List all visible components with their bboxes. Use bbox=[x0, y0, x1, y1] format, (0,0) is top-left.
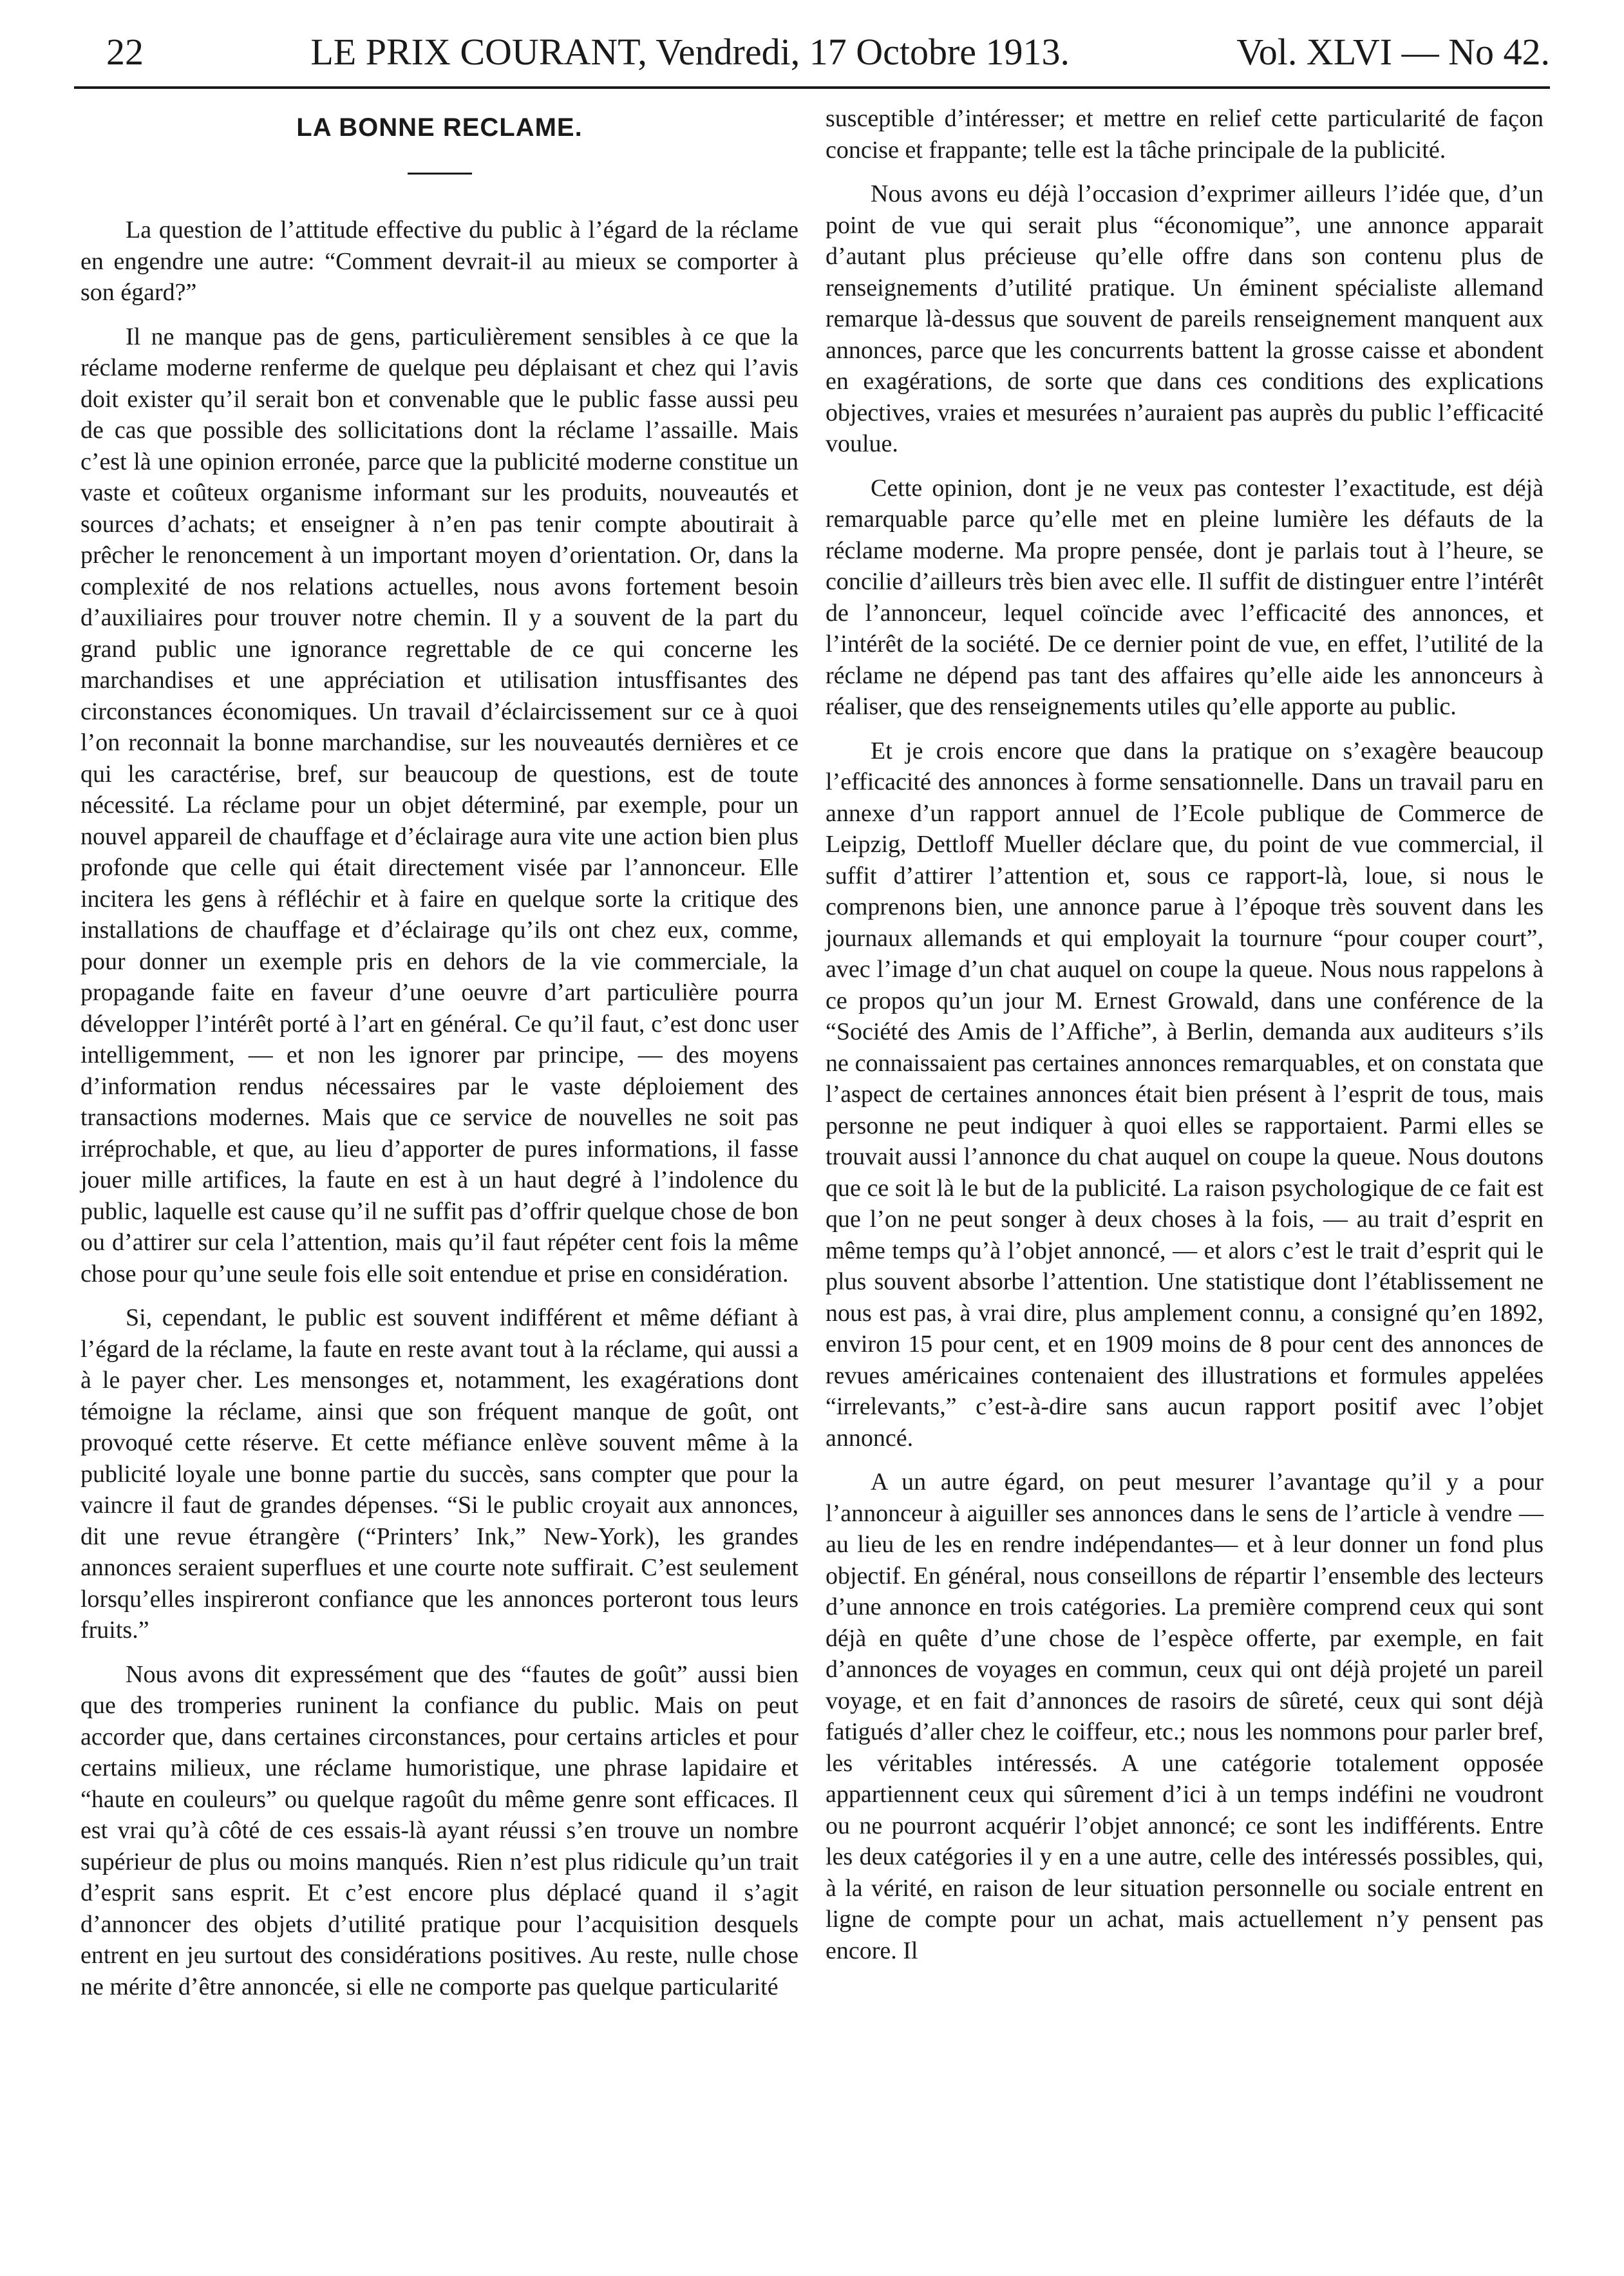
paragraph: La question de l’attitude effective du public à l’égard de la réclame en engendre une autre: “Comment devrait-il au mieux se comporter à son égard?” bbox=[80, 216, 798, 306]
paragraph: Nous avons eu déjà l’occasion d’exprimer ailleurs l’idée que, d’un point de vue qui serait plus “économique”, une annonce apparait d’autant plus précieuse qu’elle offre dans son contenu plus de renseignements d’utilité pratique. Un éminent spécialiste allemand remarque là-dessus que souvent de pareils renseignement manquent aux annonces, parce que les concurrents battent la grosse caisse et abondent en exagérations, de sorte que dans ces conditions des explications objectives, vraies et mesurées n’auraient pas auprès du public l’efficacité voulue. bbox=[826, 180, 1544, 457]
publication-title: LE PRIX COURANT, Vendredi, 17 Octobre 1913. bbox=[310, 31, 1070, 73]
paragraph: Si, cependant, le public est souvent indifférent et même défiant à l’égard de la réclame, la faute en reste avant tout à la réclame, qui aussi a à le payer cher. Les mensonges et, notamment, les exagérations dont témoigne la réclame, ainsi que son fréquent manque de goût, ont provoqué cette réserve. Et cette méfiance enlève souvent même à la publicité loyale une bonne partie du succès, sans compter que pour la vaincre il faut de grandes dépenses. “Si le public croyait aux annonces, dit une revue étrangère (“Printers’ Ink,” New-York), les grandes annonces seraient superflues et une courte note suffirait. C’est seulement lorsqu’elles inspireront confiance que les annonces porteront tous leurs fruits.” bbox=[80, 1304, 798, 1644]
article-title: LA BONNE RECLAME. bbox=[296, 113, 583, 142]
header-rule bbox=[74, 86, 1550, 89]
volume-number: Vol. XLVI — No 42. bbox=[1236, 31, 1550, 73]
article-columns bbox=[74, 103, 1550, 2015]
page-number: 22 bbox=[106, 31, 144, 73]
page-header bbox=[74, 26, 1550, 79]
paragraph: Nous avons dit expressément que des “fautes de goût” aussi bien que des tromperies runinent la confiance du public. Mais on peut accorder que, dans certaines circonstances, pour certains articles et pour certains milieux, une réclame humoristique, une phrase lapidaire et “haute en couleurs” ou quelque ragoût du même genre sont efficaces. Il est vrai qu’à côté de ces essais-là ayant réussi s’en trouve un nombre supérieur de plus ou moins manqués. Rien n’est plus ridicule qu’un trait d’esprit sans esprit. Et c’est encore plus déplacé quand il s’agit d’annoncer des objets d’utilité pratique pour l’acquisition desquels entrent en jeu surtout des considérations positives. Au reste, nulle chose ne mérite d’être annoncée, si elle ne comporte pas quelque particularité bbox=[80, 1660, 798, 2000]
left-column bbox=[74, 103, 798, 2015]
paragraph: Il ne manque pas de gens, particulièrement sensibles à ce que la réclame moderne renferme de quelque peu déplaisant et chez qui l’avis doit exister qu’il serait bon et convenable que le public fasse aussi peu de cas que possible des sollicitations dont la réclame l’assaille. Mais c’est là une opinion erronée, parce que la publicité moderne constitue un vaste et coûteux organisme informant sur les produits, nouveautés et sources d’achats; et enseigner à n’en pas tenir compte aboutirait à prêcher le renoncement à un important moyen d’orientation. Or, dans la complexité de nos relations actuelles, nous avons fortement besoin d’auxiliaires pour trouver notre chemin. Il y a souvent de la part du grand public une ignorance regrettable de ce qui concerne les marchandises et une appréciation et utilisation intusffisantes des circonstances économiques. Un travail d’éclaircissement sur ce à quoi l’on reconnait la bonne marchandise, sur les nouveautés dernières et ce qui les caractérise, bref, sur beaucoup de questions, est de toute nécessité. La réclame pour un objet déterminé, par exemple, pour un nouvel appareil de chauffage et d’éclairage aura vite une action bien plus profonde que celle qui était directement visée par l’annonceur. Elle incitera les gens à réfléchir et à faire en quelque sorte la critique des installations de chauffage et d’éclairage qu’ils ont chez eux, comme, pour donner un exemple pris en dehors de la vie commerciale, la propagande faite en faveur d’une oeuvre d’art particulière pourra développer l’intérêt porté à l’art en général. Ce qu’il faut, c’est donc user intelligemment, — et non les ignorer par principe, — des moyens d’information rendus nécessaires par le vaste déploiement des transactions modernes. Mais que ce service de nouvelles ne soit pas irréprochable, et que, au lieu d’apporter de pures informations, il fasse jouer mille artifices, la faute en est à un haut degré à l’indolence du public, laquelle est cause qu’il ne suffit pas d’offrir quelque chose de bon ou d’attirer sur cela l’attention, mais qu’il faut répéter cent fois la même chose pour qu’une seule fois elle soit entendue et prise en considération. bbox=[80, 323, 798, 1287]
paragraph: Et je crois encore que dans la pratique on s’exagère beaucoup l’efficacité des annonces à forme sensationnelle. Dans un travail paru en annexe d’un rapport annuel de l’Ecole publique de Commerce de Leipzig, Dettloff Mueller déclare que, du point de vue commercial, il suffit d’attirer l’attention et, sous ce rapport-là, loue, si nous le comprenons bien, une annonce parue à l’époque très souvent dans les journaux allemands et qui employait la tournure “pour couper court”, avec l’image d’un chat auquel on coupe la queue. Nous nous rappelons à ce propos qu’un jour M. Ernest Growald, dans une conférence de la “Société des Amis de l’Affiche”, à Berlin, demanda aux auditeurs s’ils ne connaissaient pas certaines annonces remarquables, et on constata que l’aspect de certaines annonces était bien présent à l’esprit de tous, mais personne ne peut indiquer à quoi elles se rapportaient. Parmi elles se trouvait aussi l’annonce du chat auquel on coupe la queue. Nous doutons que ce soit là le but de la publicité. La raison psychologique de ce fait est que l’on ne peut songer à deux choses à la fois, — au trait d’esprit en même temps qu’à l’objet annoncé, — et alors c’est le trait d’esprit qui le plus souvent absorbe l’attention. Une statistique dont l’établissement ne nous est pas, à vrai dire, plus amplement connu, a consigné qu’en 1892, environ 15 pour cent, et en 1909 moins de 8 pour cent des annonces de revues américaines contenaient des illustrations et formules appelées “irrelevants,” c’est-à-dire sans aucun rapport positif avec l’objet annoncé. bbox=[826, 737, 1544, 1452]
right-column bbox=[826, 103, 1550, 2015]
paragraph: A un autre égard, on peut mesurer l’avantage qu’il y a pour l’annonceur à aiguiller ses annonces dans le sens de l’article à vendre — au lieu de les en rendre indépendantes— et à leur donner un fond plus objectif. En général, nous conseillons de répartir l’ensemble des lecteurs d’une annonce en trois catégories. La première comprend ceux qui sont déjà en quête d’une chose de l’espèce offerte, par exemple, en fait d’annonces de voyages en commun, ceux qui ont déjà projeté un pareil voyage, et en fait d’annonces de rasoirs de sûreté, ceux qui sont déjà fatigués d’aller chez le coiffeur, etc.; nous les nommons pour parler bref, les véritables intéressés. A une catégorie totalement opposée appartiennent ceux qui sûrement d’ici à un temps indéfini ne voudront ou ne pourront acquérir l’objet annoncé; ce sont les indifférents. Entre les deux catégories il y en a une autre, celle des intéressés possibles, qui, à la vérité, en raison de leur situation personnelle ou sociale entrent en ligne de compte pour un achat, mais actuellement n’y pensent pas encore. Il bbox=[826, 1468, 1544, 1964]
paragraph-continuation: susceptible d’intéresser; et mettre en relief cette particularité de façon concise et frappante; telle est la tâche principale de la publicité. bbox=[826, 105, 1544, 164]
title-rule bbox=[408, 173, 472, 175]
paragraph: Cette opinion, dont je ne veux pas contester l’exactitude, est déjà remarquable parce qu’elle met en pleine lumière les défauts de la réclame moderne. Ma propre pensée, dont je parlais tout à l’heure, se concilie d’ailleurs très bien avec elle. Il suffit de distinguer entre l’intérêt de l’annonceur, lequel coïncide avec l’efficacité des annonces, et l’intérêt de la société. De ce dernier point de vue, en effet, l’utilité de la réclame ne dépend pas tant des affaires qu’elle aide les annonceurs à réaliser, que des renseignements utiles qu’elle apporte au public. bbox=[826, 474, 1544, 720]
